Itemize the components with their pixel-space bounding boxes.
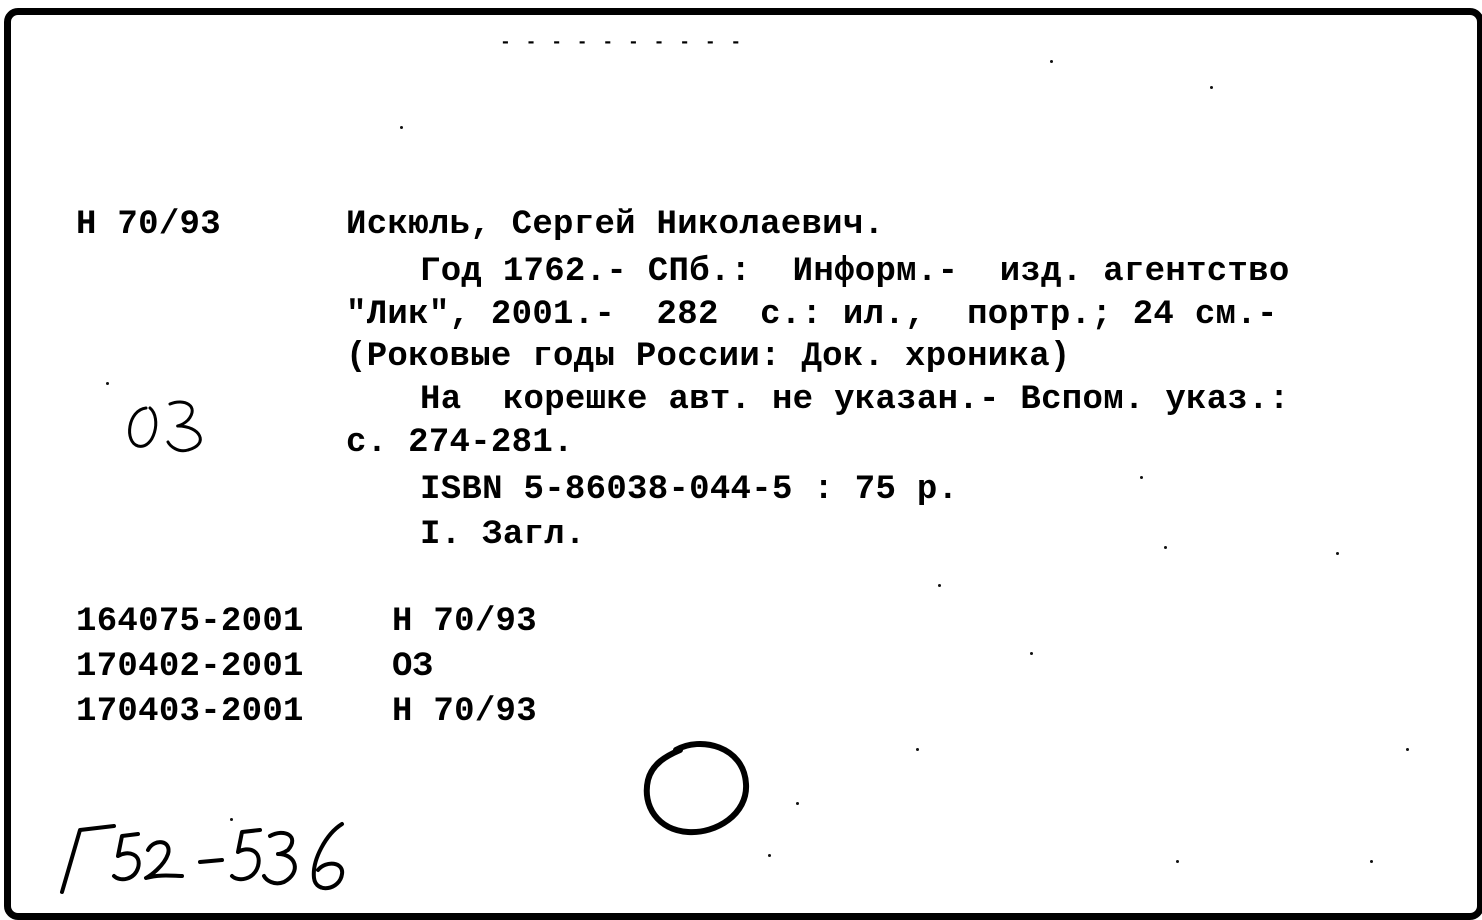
speck — [938, 584, 941, 587]
holding-location-2: ОЗ — [392, 648, 434, 686]
title-entry: I. Загл. — [420, 516, 586, 554]
holding-inventory-2: 170402-2001 — [76, 648, 304, 686]
holding-location-1: Н 70/93 — [392, 603, 537, 641]
note-line-2: с. 274-281. — [346, 424, 574, 462]
holding-inventory-3: 170403-2001 — [76, 693, 304, 731]
shelfmark: Н 70/93 — [76, 206, 221, 244]
speck — [1336, 552, 1339, 555]
speck — [1210, 86, 1213, 89]
author-heading: Искюль, Сергей Николаевич. — [346, 206, 885, 244]
note-line-1: На корешке авт. не указан.- Вспом. указ.: — [420, 381, 1290, 419]
circle-mark — [636, 736, 756, 844]
handwritten-number — [56, 820, 356, 900]
speck — [1406, 748, 1409, 751]
speck — [1140, 476, 1143, 479]
holding-location-3: Н 70/93 — [392, 693, 537, 731]
speck — [230, 818, 233, 821]
holding-inventory-1: 164075-2001 — [76, 603, 304, 641]
top-dots: - - - - - - - - - - — [500, 33, 744, 53]
description-line-2: "Лик", 2001.- 282 с.: ил., портр.; 24 см.- — [346, 296, 1278, 334]
speck — [916, 748, 919, 751]
speck — [106, 382, 109, 385]
description-line-1: Год 1762.- СПб.: Информ.- изд. агентство — [420, 253, 1290, 291]
handwritten-code — [118, 396, 218, 460]
speck — [400, 126, 403, 129]
description-line-3: (Роковые годы России: Док. хроника) — [346, 338, 1071, 376]
speck — [1370, 860, 1373, 863]
speck — [1050, 60, 1053, 63]
speck — [768, 854, 771, 857]
speck — [1176, 860, 1179, 863]
isbn-line: ISBN 5-86038-044-5 : 75 р. — [420, 471, 959, 509]
speck — [1164, 546, 1167, 549]
speck — [1030, 652, 1033, 655]
speck — [796, 802, 799, 805]
